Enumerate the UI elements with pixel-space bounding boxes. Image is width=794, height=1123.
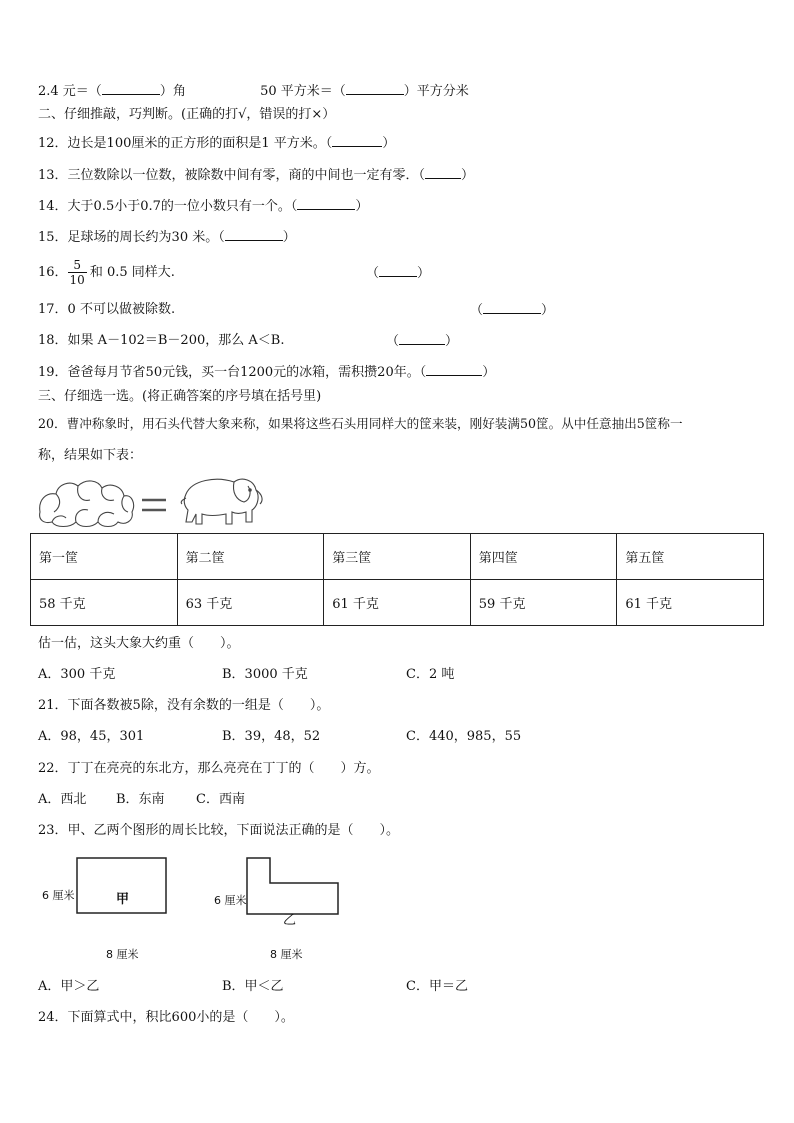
question-text: 15．足球场的周长约为30 米。（: [38, 230, 225, 245]
question-text: 和 0.5 同样大.: [89, 265, 175, 280]
paren: ）: [417, 266, 431, 281]
question-20-estimate: 估一估，这头大象大约重（ ）。: [38, 636, 240, 651]
question-18: 18．如果 A－102＝B－200，那么 A＜B.: [38, 333, 285, 348]
paren: ）: [461, 168, 475, 183]
option-b[interactable]: B．3000 千克: [222, 667, 308, 682]
fig2-name-label: 乙: [283, 913, 297, 928]
table-header-row: [31, 534, 764, 580]
question-24: 24．下面算式中，积比600小的是（ ）。: [38, 1010, 294, 1025]
paren: ）: [541, 303, 555, 318]
question-12: [38, 134, 395, 153]
paren: ）: [282, 230, 296, 245]
answer-blank[interactable]: [297, 197, 355, 210]
elephant-icon: [181, 479, 262, 524]
fig1-side-label: 6 厘米: [42, 889, 75, 902]
question-16: [38, 256, 175, 290]
question-text: 13．三位数除以一位数，被除数中间有零，商的中间也一定有零．（: [38, 168, 426, 183]
paren: ）: [382, 136, 396, 151]
stones-icon: [40, 481, 134, 527]
paren: ）: [445, 334, 459, 349]
question-21: 21．下面各数被5除，没有余数的一组是（ ）。: [38, 698, 330, 713]
fig2-bottom-label: 8 厘米: [270, 948, 303, 961]
answer-blank[interactable]: [399, 332, 445, 345]
answer-blank[interactable]: [425, 166, 461, 179]
table-header-cell: 第五筐: [617, 534, 764, 580]
fig1-bottom-label: 8 厘米: [106, 948, 139, 961]
option-c[interactable]: C．甲＝乙: [406, 979, 468, 994]
option-a[interactable]: A．300 千克: [38, 667, 116, 682]
question-14: [38, 197, 368, 216]
hidden-equals: [146, 486, 176, 516]
option-a[interactable]: A．98，45，301: [38, 729, 145, 744]
question-22: 22．丁丁在亮亮的东北方，那么亮亮在丁丁的（ ）方。: [38, 761, 380, 776]
table-cell: 63 千克: [177, 580, 324, 626]
question-20-line2: 称，结果如下表：: [38, 448, 143, 463]
table-cell: 61 千克: [617, 580, 764, 626]
fraction: [68, 258, 87, 287]
paren: ）: [482, 365, 496, 380]
paren: ）: [355, 199, 369, 214]
question-text: 19．爸爸每月节省50元钱，买一台1200元的冰箱，需积攒20年。（: [38, 365, 427, 380]
option-b[interactable]: B．东南: [116, 792, 165, 807]
table-header-cell: 第三筐: [324, 534, 471, 580]
table-header-cell: 第一筐: [31, 534, 178, 580]
fig2-side-label: 6 厘米: [214, 894, 247, 907]
answer-blank[interactable]: [225, 228, 283, 241]
table-cell: 58 千克: [31, 580, 178, 626]
question-13: [38, 166, 474, 185]
option-a[interactable]: A．甲＞乙: [38, 979, 100, 994]
sqdm-unit: ）平方分米: [403, 84, 469, 99]
jiao-unit: ）角: [159, 84, 186, 99]
question-17-answer: [470, 301, 554, 320]
question-text: 14．大于0.5小于0.7的一位小数只有一个。（: [38, 199, 298, 214]
paren: （: [470, 303, 484, 318]
option-a[interactable]: A．西北: [38, 792, 87, 807]
answer-blank[interactable]: [102, 82, 160, 95]
section2-heading: 二、仔细推敲，巧判断。(正确的打√，错误的打×）: [38, 107, 336, 122]
answer-blank[interactable]: [426, 363, 482, 376]
conversion-line: [38, 82, 469, 101]
table-cell: 59 千克: [470, 580, 617, 626]
table-header-cell: 第四筐: [470, 534, 617, 580]
question-18-answer: [386, 332, 458, 351]
answer-blank[interactable]: [332, 134, 382, 147]
question-15: [38, 228, 296, 247]
answer-blank[interactable]: [346, 82, 404, 95]
basket-weight-table: [30, 533, 764, 626]
sqm-text: 50 平方米＝（: [260, 84, 346, 99]
paren: （: [386, 334, 400, 349]
table-row: [31, 580, 764, 626]
option-c[interactable]: C．2 吨: [406, 667, 455, 682]
fraction-numerator: 5: [68, 258, 87, 273]
fraction-denominator: 10: [69, 273, 85, 287]
question-16-answer: [366, 264, 430, 283]
question-20-line1: 20．曹冲称象时，用石头代替大象来称，如果将这些石头用同样大的筐来装，刚好装满50筐。从中任意抽出5筐称一: [38, 416, 683, 431]
section3-heading: 三、仔细选一选。(将正确答案的序号填在括号里): [38, 389, 322, 404]
yuan-text: 2.4 元＝（: [38, 84, 102, 99]
option-b[interactable]: B．39，48，52: [222, 729, 321, 744]
question-number: 16．: [38, 265, 68, 280]
shape-yi-l-shape: [246, 857, 340, 917]
question-23: 23．甲、乙两个图形的周长比较，下面说法正确的是（ ）。: [38, 823, 400, 838]
question-19: [38, 363, 495, 382]
table-cell: 61 千克: [324, 580, 471, 626]
fig1-name-label: 甲: [116, 892, 130, 907]
paren: （: [366, 266, 380, 281]
option-c[interactable]: C．440，985，55: [406, 729, 522, 744]
answer-blank[interactable]: [483, 301, 541, 314]
answer-blank[interactable]: [379, 264, 417, 277]
option-c[interactable]: C．西南: [196, 792, 245, 807]
table-header-cell: 第二筐: [177, 534, 324, 580]
question-17: 17．0 不可以做被除数.: [38, 302, 176, 317]
option-b[interactable]: B．甲＜乙: [222, 979, 284, 994]
question-text: 12．边长是100厘米的正方形的面积是1 平方米。（: [38, 136, 333, 151]
